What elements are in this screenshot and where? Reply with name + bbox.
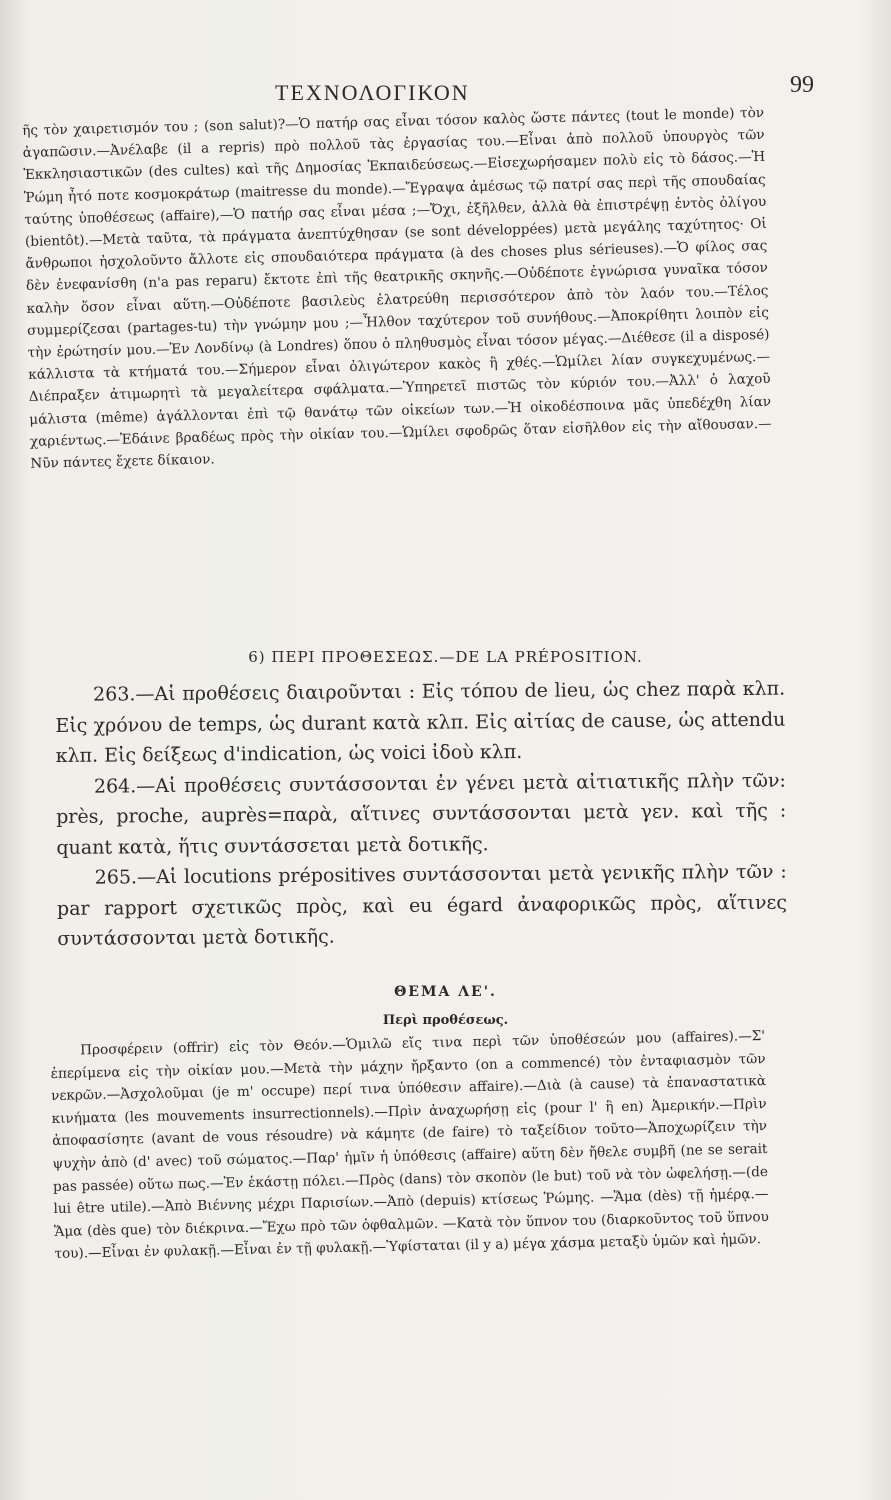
theme-title: ΘΕΜΑ ΛΕ'. xyxy=(394,984,497,1000)
rule-265: 265.—Αἱ locutions prépositives συντάσσονται μετὰ γενικῆς πλὴν τῶν : par rapport σχετικῶς πρὸς, καὶ eu égard ἀναφορικῶς πρὸς, αἵτινες συντάσσονται μετὰ δοτικῆς. xyxy=(56,860,788,950)
exercise-sentences xyxy=(22,102,772,475)
rule-264: 264.—Αἱ προθέσεις συντάσσονται ἐν γένει μετὰ αἰτιατικῆς πλὴν τῶν: près, proche, auprès=παρὰ, αἵτινες συντάσσονται μετὰ γεν. καὶ τῆς : quant κατὰ, ἥτις συντάσσεται μετὰ δοτικῆς. xyxy=(56,769,787,859)
running-title: ΤΕΧΝΟΛΟΓΙΚΟΝ xyxy=(275,80,470,105)
exercise-text xyxy=(50,1025,770,1266)
exercise-paragraph: ῆς τὸν χαιρετισμόν του ; (son salut)?—Ὁ πατήρ σας εἶναι τόσον καλὸς ὥστε πάντες (tout le monde) τὸν ἀγαπῶσιν.—Ἀνέλαβε (il a repris) πρὸ πολλοῦ τὰς ἐργασίας του.—Εἶναι ἀπὸ πολλοῦ ὑπουργὸς τῶν Ἐκκλησιαστικῶν (des cultes) καὶ τῆς Δημοσίας Ἐκπαιδεύσεως.—Εἰσεχωρήσαμεν πολὺ εἰς τὸ δάσος.—Ἡ Ῥώμη ἦτό ποτε κοσμοκράτωρ (maitresse du monde).—Ἔγραψα ἀμέσως τῷ πατρί σας περὶ τῆς σπουδαίας ταύτης ὑποθέσεως (affaire),—Ὁ πατήρ σας εἶναι μέσα ;—Ὄχι, ἐξῆλθεν, ἀλλὰ θὰ ἐπιστρέψῃ ἐντὸς ὀλίγου (bientôt).—Μετὰ ταῦτα, τὰ πράγματα ἀνεπτύχθησαν (se sont développées) μετὰ μεγάλης ταχύτητος· Οἱ ἄνθρωποι ἠσχολοῦντο ἄλλοτε εἰς σπουδαιότερα πράγματα (à des choses plus sérieuses).—Ὁ φίλος σας δὲν ἐνεφανίσθη (n'a pas reparu) ἔκτοτε ἐπὶ τῆς θεατρικῆς σκηνῆς.—Οὐδέποτε ἐγνώρισα γυναῖκα τόσον καλὴν ὅσον εἶναι αὕτη.—Οὐδέποτε βασιλεὺς ἐλατρεύθη περισσότερον ἀπὸ τὸν λαόν του.—Τέλος συμμερίζεσαι (partages-tu) τὴν γνώμην μου ;—Ἦλθον ταχύτερον τοῦ συνήθους.—Ἀποκρίθητι λοιπὸν εἰς τὴν ἐρώτησίν μου.—Ἐν Λονδίνῳ (à Londres) ὅπου ὁ πληθυσμὸς εἶναι τόσον μέγας.—Διέθεσε (il a disposé) κάλλιστα τὰ κτήματά του.—Σήμερον εἶναι ὀλιγώτερον κακὸς ἢ χθές.—Ὡμίλει λίαν συγκεχυμένως.—Διέπραξεν ἀτιμωρητὶ τὰ μεγαλείτερα σφάλματα.—Ὑπηρετεῖ πιστῶς τὸν κύριόν του.—Ἀλλ' ὁ λαχοῦ μάλιστα (même) ἀγάλλονται ἐπὶ τῷ θανάτῳ τῶν οἰκείων των.—Ἡ οἰκοδέσποινα μᾶς ὑπεδέχθη λίαν χαριέντως.—Ἐδάινε βραδέως πρὸς τὴν οἰκίαν του.—Ὡμίλει σφοδρῶς ὅταν εἰσῆλθον εἰς τὴν αἴθουσαν.—Νῦν πάντες ἔχετε δίκαιον. xyxy=(22,104,772,472)
page-number: 99 xyxy=(790,72,814,98)
theme-subtitle: Περὶ προθέσεως. xyxy=(382,1013,509,1028)
grammar-rules xyxy=(55,674,787,955)
exercise-paragraph-2: Προσφέρειν (offrir) εἰς τὸν Θεόν.—Ὁμιλῶ εἴς τινα περὶ τῶν ὑποθέσεών μου (affaires).—Σ' ἐπερίμενα εἰς τὴν οἰκίαν μου.—Μετὰ τὴν μάχην ἤρξαντο (on a commencé) τὸν ἐνταφιασμὸν τῶν νεκρῶν.—Ἀσχολοῦμαι (je m' occupe) περί τινα ὑπόθεσιν affaire).—Διὰ (à cause) τὰ ἐπαναστατικὰ κινήματα (les mouvements insurrectionnels).—Πρὶν ἀναχωρήσῃ εἰς (pour l' ἢ en) Ἀμερικήν.—Πρὶν ἀποφασίσητε (avant de vous résoudre) νὰ κάμητε (de faire) τὸ ταξείδιον τοῦτο—Ἀποχωρίζειν τὴν ψυχὴν ἀπὸ (d' avec) τοῦ σώματος.—Παρ' ἡμῖν ἡ ὑπόθεσις (affaire) αὕτη δὲν ἤθελε συμβῆ (ne se serait pas passée) οὕτω πως.—Ἐν ἑκάστῃ πόλει.—Πρὸς (dans) τὸν σκοπὸν (le but) τοῦ νὰ τὸν ὠφελήσῃ.—(de lui être utile).—Ἀπὸ Βιέννης μέχρι Παρισίων.—Ἀπὸ (depuis) κτίσεως Ῥώμης. —Ἅμα (dès) τῇ ἡμέρᾳ.—Ἅμα (dès que) τὸν διέκρινα.—Ἔχω πρὸ τῶν ὀφθαλμῶν. —Κατὰ τὸν ὕπνον του (διαρκοῦντος τοῦ ὕπνου του).—Εἶναι ἐν φυλακῇ.—Εἶναι ἐν τῇ φυλακῇ.—Ὑφίσταται (il y a) μέγα χάσμα μεταξὺ ὑμῶν καὶ ἡμῶν. xyxy=(50,1028,770,1263)
rule-263: 263.—Αἱ προθέσεις διαιροῦνται : Εἰς τόπου de lieu, ὡς chez παρὰ κλπ. Εἰς χρόνου de temps, ὡς durant κατὰ κλπ. Εἰς αἰτίας de cause, ὡς attendu κλπ. Εἰς δείξεως d'indication, ὡς voici ἰδοὺ κλπ. xyxy=(55,677,786,767)
section-heading: 6) ΠΕΡΙ ΠΡΟΘΕΣΕΩΣ.—DE LA PRÉPOSITION. xyxy=(248,648,643,666)
